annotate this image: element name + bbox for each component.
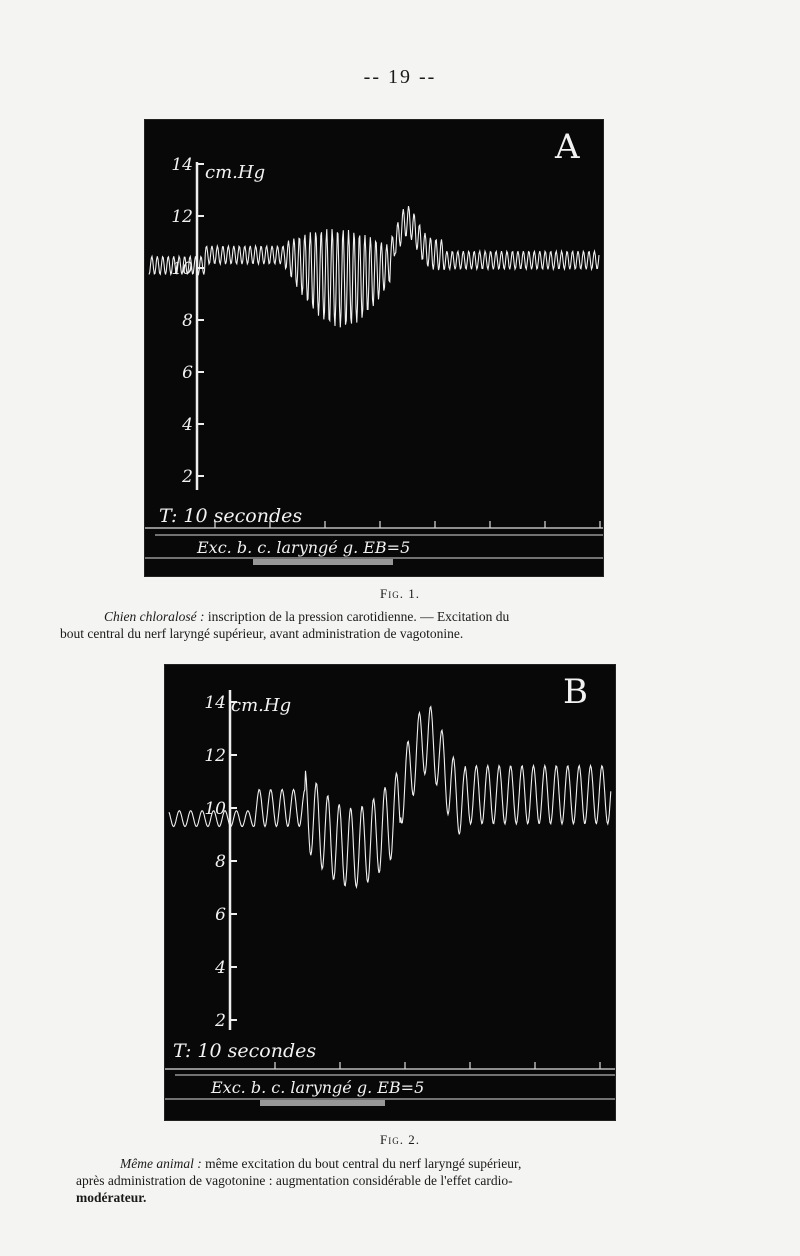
figure-b-pressure-trace bbox=[169, 707, 611, 887]
figure-a-excitation-label: Exc. b. c. laryngé g. EB=5 bbox=[197, 538, 411, 557]
figure-a-caption-line-2: bout central du nerf laryngé supérieur, avant administration de vagotonine. bbox=[60, 626, 464, 641]
figure-b-chart bbox=[165, 665, 615, 1120]
figure-b-letter: B bbox=[563, 672, 588, 712]
y-tick-label-14: 14 bbox=[204, 693, 226, 713]
y-tick-label-12: 12 bbox=[171, 207, 193, 227]
figure-a bbox=[145, 120, 603, 576]
figure-b-caption-line-2: après administration de vagotonine : augmentation considérable de l'effet cardio- bbox=[76, 1173, 513, 1188]
y-tick-label-12: 12 bbox=[204, 746, 226, 766]
y-tick-label-4: 4 bbox=[182, 415, 193, 435]
y-tick-label-2: 2 bbox=[215, 1011, 226, 1031]
figure-b-stimulus-mark bbox=[260, 1100, 385, 1106]
figure-b-number: Fig. 2. bbox=[380, 1132, 420, 1147]
figure-b-caption-line-1: même excitation du bout central du nerf laryngé supérieur, bbox=[205, 1156, 522, 1171]
figure-a-pressure-trace bbox=[149, 206, 599, 327]
y-tick-label-10: 10 bbox=[204, 799, 226, 819]
y-tick-label-2: 2 bbox=[182, 467, 193, 487]
figure-b-caption-italic: Même animal : bbox=[120, 1156, 202, 1171]
figure-a-unit-label: cm.Hg bbox=[205, 162, 266, 183]
y-tick-label-4: 4 bbox=[215, 958, 226, 978]
figure-b-caption bbox=[76, 1155, 716, 1206]
figure-a-time-label: T: 10 secondes bbox=[159, 505, 303, 527]
figure-a-caption-italic: Chien chloralosé : bbox=[104, 609, 205, 624]
figure-a-chart bbox=[145, 120, 603, 576]
y-tick-label-6: 6 bbox=[182, 363, 193, 383]
y-tick-label-10: 10 bbox=[171, 259, 193, 279]
y-tick-label-6: 6 bbox=[215, 905, 226, 925]
figure-b-caption-line-3: modérateur. bbox=[76, 1190, 147, 1205]
y-tick-label-14: 14 bbox=[171, 155, 193, 175]
figure-a-stimulus-mark bbox=[253, 559, 393, 565]
y-tick-label-8: 8 bbox=[215, 852, 226, 872]
figure-b-unit-label: cm.Hg bbox=[231, 695, 292, 716]
figure-a-number: Fig. 1. bbox=[380, 586, 420, 601]
figure-b-time-label: T: 10 secondes bbox=[173, 1040, 317, 1062]
page-number: -- 19 -- bbox=[363, 66, 437, 88]
y-tick-label-8: 8 bbox=[182, 311, 193, 331]
figure-a-caption-line-1: inscription de la pression carotidienne. — Excitation du bbox=[207, 609, 510, 624]
figure-b-excitation-label: Exc. b. c. laryngé g. EB=5 bbox=[211, 1078, 425, 1097]
figure-b bbox=[165, 665, 615, 1120]
figure-a-letter: A bbox=[555, 127, 580, 167]
figure-a-caption bbox=[60, 608, 704, 642]
